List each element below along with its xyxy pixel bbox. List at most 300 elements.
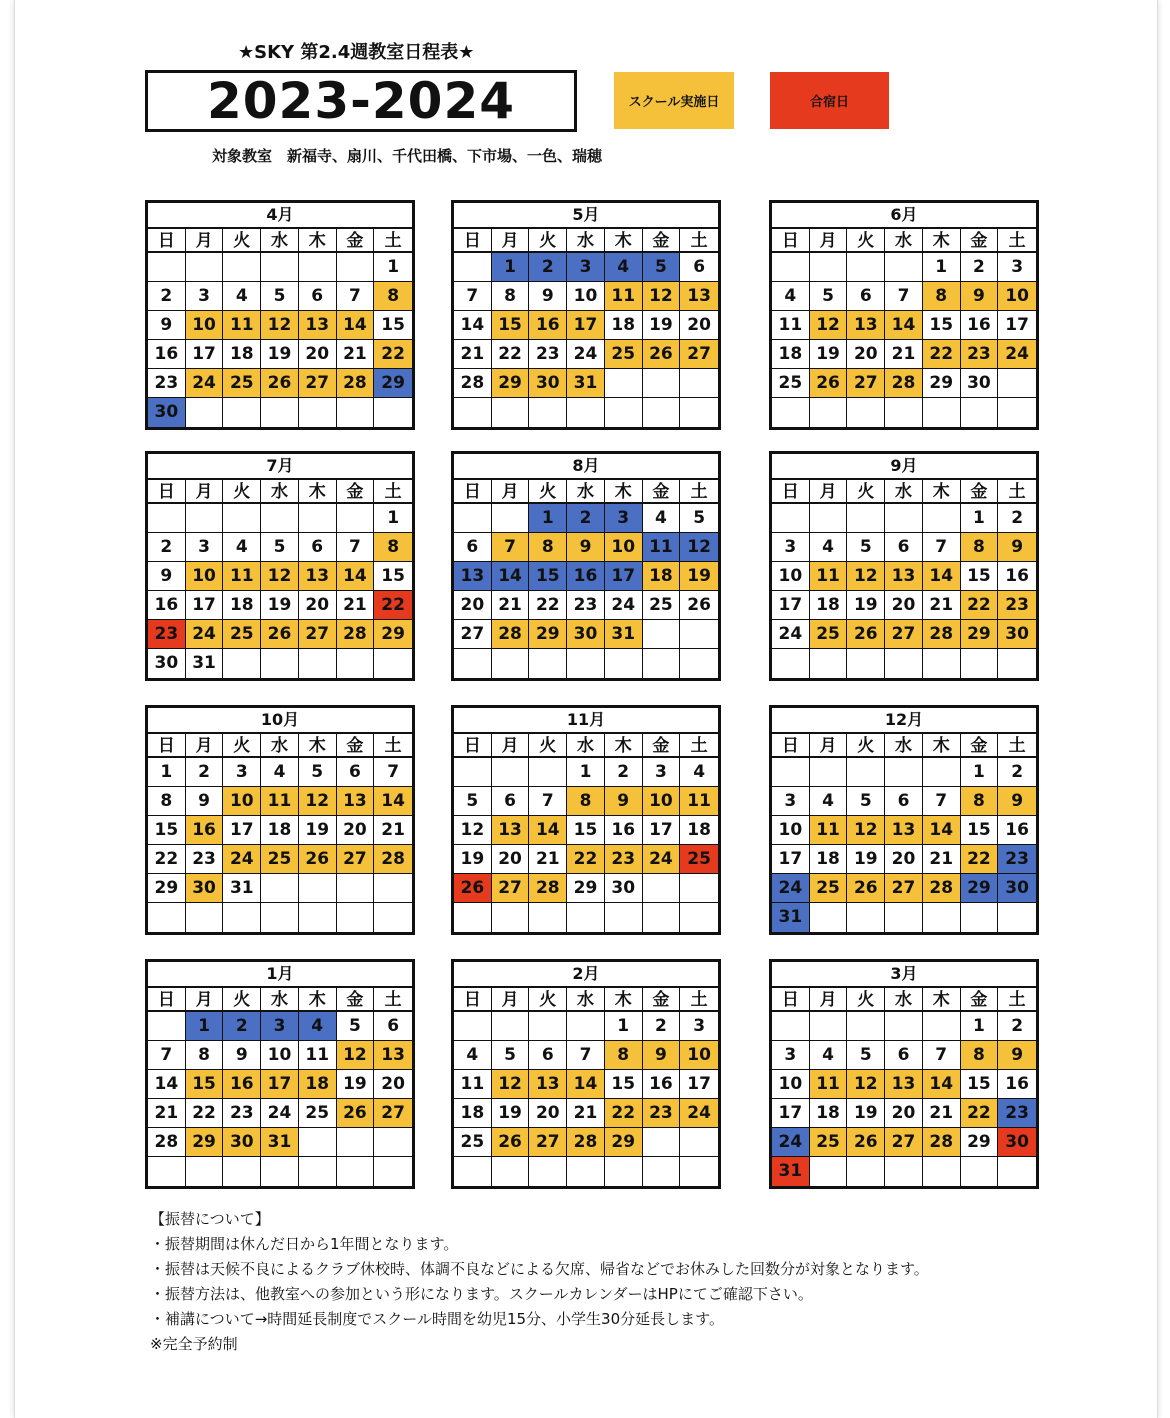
- empty-cell: [529, 398, 567, 427]
- day-cell: 21: [567, 1099, 605, 1128]
- day-cell: 3: [772, 1041, 810, 1070]
- empty-cell: [454, 253, 492, 282]
- empty-cell: [374, 874, 412, 903]
- month-title: 4月: [148, 203, 412, 229]
- day-cell: 3: [643, 758, 681, 787]
- weekday-header: 水: [261, 988, 299, 1012]
- day-cell: 15: [961, 816, 999, 845]
- day-cell: 30: [529, 369, 567, 398]
- day-cell: 22: [529, 591, 567, 620]
- empty-cell: [492, 1012, 530, 1041]
- empty-cell: [847, 649, 885, 678]
- day-cell: 21: [374, 816, 412, 845]
- day-cell: 19: [337, 1070, 375, 1099]
- empty-cell: [223, 398, 261, 427]
- day-cell: 3: [261, 1012, 299, 1041]
- day-cell: 7: [337, 282, 375, 311]
- day-cell: 17: [772, 845, 810, 874]
- day-cell: 27: [454, 620, 492, 649]
- day-cell: 27: [374, 1099, 412, 1128]
- empty-cell: [847, 758, 885, 787]
- day-cell: 5: [847, 533, 885, 562]
- day-cell: 29: [492, 369, 530, 398]
- day-cell: 21: [529, 845, 567, 874]
- empty-cell: [923, 758, 961, 787]
- day-cell: 11: [810, 562, 848, 591]
- day-cell: 22: [923, 340, 961, 369]
- month-grid: [454, 480, 718, 678]
- day-cell: 22: [374, 340, 412, 369]
- day-cell: 18: [680, 816, 718, 845]
- weekday-header: 土: [374, 988, 412, 1012]
- day-cell: 19: [810, 340, 848, 369]
- empty-cell: [299, 504, 337, 533]
- day-cell: 1: [374, 253, 412, 282]
- empty-cell: [299, 903, 337, 932]
- month-title: 2月: [454, 962, 718, 988]
- notes-line: ※完全予約制: [150, 1335, 238, 1353]
- empty-cell: [680, 903, 718, 932]
- day-cell: 2: [605, 758, 643, 787]
- day-cell: 11: [810, 1070, 848, 1099]
- day-cell: 26: [337, 1099, 375, 1128]
- day-cell: 22: [148, 845, 186, 874]
- day-cell: 29: [961, 874, 999, 903]
- month-title: 8月: [454, 454, 718, 480]
- day-cell: 11: [772, 311, 810, 340]
- day-cell: 28: [337, 369, 375, 398]
- day-cell: 7: [454, 282, 492, 311]
- day-cell: 14: [529, 816, 567, 845]
- weekday-header: 火: [529, 480, 567, 504]
- empty-cell: [998, 649, 1036, 678]
- day-cell: 14: [923, 1070, 961, 1099]
- day-cell: 20: [529, 1099, 567, 1128]
- weekday-header: 月: [810, 988, 848, 1012]
- day-cell: 4: [680, 758, 718, 787]
- weekday-header: 日: [148, 480, 186, 504]
- day-cell: 23: [148, 620, 186, 649]
- day-cell: 27: [529, 1128, 567, 1157]
- day-cell: 20: [847, 340, 885, 369]
- day-cell: 9: [643, 1041, 681, 1070]
- day-cell: 27: [299, 369, 337, 398]
- day-cell: 15: [961, 562, 999, 591]
- day-cell: 3: [186, 533, 224, 562]
- day-cell: 28: [374, 845, 412, 874]
- empty-cell: [923, 1012, 961, 1041]
- day-cell: 16: [998, 816, 1036, 845]
- day-cell: 3: [680, 1012, 718, 1041]
- empty-cell: [847, 253, 885, 282]
- notes-line: ・振替は天候不良によるクラブ休校時、体調不良などによる欠席、帰省などでお休みした回数分が対象となります。: [150, 1260, 929, 1278]
- weekday-header: 水: [567, 229, 605, 253]
- month-grid: [772, 480, 1036, 678]
- weekday-header: 金: [337, 988, 375, 1012]
- day-cell: 4: [223, 282, 261, 311]
- day-cell: 29: [374, 620, 412, 649]
- day-cell: 17: [261, 1070, 299, 1099]
- day-cell: 8: [186, 1041, 224, 1070]
- day-cell: 30: [998, 1128, 1036, 1157]
- day-cell: 1: [374, 504, 412, 533]
- notes-line: ・補講について→時間延長制度でスクール時間を幼児15分、小学生30分延長します。: [150, 1310, 724, 1328]
- weekday-header: 木: [923, 229, 961, 253]
- day-cell: 8: [374, 282, 412, 311]
- month-grid: [148, 988, 412, 1186]
- day-cell: 30: [998, 620, 1036, 649]
- day-cell: 16: [148, 591, 186, 620]
- weekday-header: 水: [885, 988, 923, 1012]
- day-cell: 3: [998, 253, 1036, 282]
- day-cell: 1: [961, 1012, 999, 1041]
- weekday-header: 木: [605, 480, 643, 504]
- month-title: 5月: [454, 203, 718, 229]
- day-cell: 8: [961, 787, 999, 816]
- day-cell: 10: [772, 1070, 810, 1099]
- day-cell: 3: [605, 504, 643, 533]
- weekday-header: 土: [680, 734, 718, 758]
- year-range-box: 2023-2024: [145, 70, 577, 132]
- weekday-header: 金: [961, 480, 999, 504]
- day-cell: 8: [923, 282, 961, 311]
- weekday-header: 土: [374, 229, 412, 253]
- weekday-header: 火: [529, 988, 567, 1012]
- weekday-header: 火: [223, 480, 261, 504]
- legend-school-day: スクール実施日: [614, 72, 734, 129]
- weekday-header: 日: [148, 229, 186, 253]
- day-cell: 12: [261, 311, 299, 340]
- day-cell: 21: [337, 340, 375, 369]
- day-cell: 29: [186, 1128, 224, 1157]
- empty-cell: [529, 903, 567, 932]
- day-cell: 28: [454, 369, 492, 398]
- weekday-header: 土: [374, 734, 412, 758]
- weekday-header: 日: [148, 988, 186, 1012]
- empty-cell: [885, 1012, 923, 1041]
- day-cell: 24: [186, 369, 224, 398]
- empty-cell: [261, 398, 299, 427]
- empty-cell: [148, 1012, 186, 1041]
- empty-cell: [337, 504, 375, 533]
- day-cell: 22: [961, 845, 999, 874]
- month-grid: [772, 229, 1036, 427]
- day-cell: 2: [529, 253, 567, 282]
- weekday-header: 木: [299, 988, 337, 1012]
- day-cell: 4: [810, 533, 848, 562]
- empty-cell: [605, 1157, 643, 1186]
- weekday-header: 火: [223, 734, 261, 758]
- day-cell: 1: [961, 504, 999, 533]
- empty-cell: [567, 903, 605, 932]
- day-cell: 23: [223, 1099, 261, 1128]
- day-cell: 17: [772, 1099, 810, 1128]
- day-cell: 1: [492, 253, 530, 282]
- day-cell: 18: [643, 562, 681, 591]
- day-cell: 3: [772, 533, 810, 562]
- day-cell: 26: [299, 845, 337, 874]
- day-cell: 20: [299, 340, 337, 369]
- day-cell: 17: [186, 591, 224, 620]
- day-cell: 2: [223, 1012, 261, 1041]
- weekday-header: 水: [567, 480, 605, 504]
- weekday-header: 水: [261, 229, 299, 253]
- day-cell: 10: [567, 282, 605, 311]
- day-cell: 8: [961, 1041, 999, 1070]
- notes-line: ・振替期間は休んだ日から1年間となります。: [150, 1235, 459, 1253]
- day-cell: 2: [643, 1012, 681, 1041]
- day-cell: 10: [186, 562, 224, 591]
- empty-cell: [923, 903, 961, 932]
- weekday-header: 日: [454, 734, 492, 758]
- empty-cell: [885, 1157, 923, 1186]
- day-cell: 3: [186, 282, 224, 311]
- day-cell: 28: [923, 874, 961, 903]
- day-cell: 20: [680, 311, 718, 340]
- empty-cell: [961, 398, 999, 427]
- day-cell: 15: [529, 562, 567, 591]
- day-cell: 10: [223, 787, 261, 816]
- day-cell: 24: [643, 845, 681, 874]
- day-cell: 27: [680, 340, 718, 369]
- empty-cell: [923, 1157, 961, 1186]
- day-cell: 20: [885, 1099, 923, 1128]
- day-cell: 27: [299, 620, 337, 649]
- empty-cell: [810, 649, 848, 678]
- day-cell: 29: [529, 620, 567, 649]
- weekday-header: 土: [998, 734, 1036, 758]
- empty-cell: [186, 398, 224, 427]
- weekday-header: 日: [772, 480, 810, 504]
- weekday-header: 日: [454, 480, 492, 504]
- day-cell: 7: [885, 282, 923, 311]
- day-cell: 9: [605, 787, 643, 816]
- day-cell: 14: [567, 1070, 605, 1099]
- empty-cell: [454, 903, 492, 932]
- day-cell: 25: [643, 591, 681, 620]
- day-cell: 8: [567, 787, 605, 816]
- empty-cell: [643, 1157, 681, 1186]
- empty-cell: [643, 903, 681, 932]
- day-cell: 22: [492, 340, 530, 369]
- day-cell: 26: [261, 620, 299, 649]
- day-cell: 15: [961, 1070, 999, 1099]
- empty-cell: [847, 504, 885, 533]
- empty-cell: [529, 649, 567, 678]
- day-cell: 28: [923, 1128, 961, 1157]
- empty-cell: [299, 1128, 337, 1157]
- day-cell: 19: [643, 311, 681, 340]
- empty-cell: [454, 1157, 492, 1186]
- empty-cell: [374, 398, 412, 427]
- day-cell: 2: [186, 758, 224, 787]
- weekday-header: 金: [961, 988, 999, 1012]
- day-cell: 25: [223, 620, 261, 649]
- empty-cell: [961, 903, 999, 932]
- weekday-header: 月: [492, 229, 530, 253]
- day-cell: 12: [680, 533, 718, 562]
- day-cell: 19: [261, 340, 299, 369]
- day-cell: 5: [643, 253, 681, 282]
- empty-cell: [454, 758, 492, 787]
- empty-cell: [885, 253, 923, 282]
- month-grid: [454, 734, 718, 932]
- month-calendar: [769, 200, 1039, 430]
- month-title: 1月: [148, 962, 412, 988]
- day-cell: 5: [261, 282, 299, 311]
- day-cell: 23: [998, 1099, 1036, 1128]
- day-cell: 23: [529, 340, 567, 369]
- day-cell: 9: [998, 533, 1036, 562]
- weekday-header: 日: [772, 734, 810, 758]
- day-cell: 22: [186, 1099, 224, 1128]
- day-cell: 13: [680, 282, 718, 311]
- day-cell: 24: [223, 845, 261, 874]
- day-cell: 5: [680, 504, 718, 533]
- day-cell: 16: [148, 340, 186, 369]
- month-calendar: [451, 705, 721, 935]
- day-cell: 26: [643, 340, 681, 369]
- day-cell: 8: [529, 533, 567, 562]
- day-cell: 5: [810, 282, 848, 311]
- day-cell: 26: [680, 591, 718, 620]
- notes-section: [150, 1207, 929, 1357]
- day-cell: 16: [567, 562, 605, 591]
- day-cell: 16: [643, 1070, 681, 1099]
- empty-cell: [492, 649, 530, 678]
- day-cell: 18: [810, 591, 848, 620]
- day-cell: 19: [261, 591, 299, 620]
- day-cell: 12: [337, 1041, 375, 1070]
- day-cell: 5: [847, 787, 885, 816]
- day-cell: 27: [337, 845, 375, 874]
- day-cell: 13: [454, 562, 492, 591]
- day-cell: 28: [923, 620, 961, 649]
- day-cell: 20: [492, 845, 530, 874]
- empty-cell: [492, 903, 530, 932]
- month-calendar: [769, 451, 1039, 681]
- weekday-header: 土: [680, 988, 718, 1012]
- empty-cell: [680, 874, 718, 903]
- month-calendar: [145, 705, 415, 935]
- empty-cell: [148, 253, 186, 282]
- weekday-header: 土: [680, 480, 718, 504]
- day-cell: 12: [261, 562, 299, 591]
- day-cell: 2: [148, 282, 186, 311]
- month-title: 6月: [772, 203, 1036, 229]
- day-cell: 13: [299, 562, 337, 591]
- weekday-header: 水: [261, 480, 299, 504]
- empty-cell: [772, 758, 810, 787]
- empty-cell: [186, 903, 224, 932]
- day-cell: 29: [961, 620, 999, 649]
- day-cell: 8: [492, 282, 530, 311]
- day-cell: 24: [772, 620, 810, 649]
- weekday-header: 土: [998, 988, 1036, 1012]
- day-cell: 19: [680, 562, 718, 591]
- day-cell: 17: [567, 311, 605, 340]
- empty-cell: [680, 620, 718, 649]
- empty-cell: [223, 253, 261, 282]
- day-cell: 6: [885, 787, 923, 816]
- day-cell: 23: [605, 845, 643, 874]
- day-cell: 5: [337, 1012, 375, 1041]
- day-cell: 26: [261, 369, 299, 398]
- day-cell: 23: [998, 591, 1036, 620]
- empty-cell: [680, 1157, 718, 1186]
- empty-cell: [148, 504, 186, 533]
- day-cell: 4: [223, 533, 261, 562]
- day-cell: 9: [961, 282, 999, 311]
- empty-cell: [567, 1012, 605, 1041]
- day-cell: 5: [847, 1041, 885, 1070]
- day-cell: 24: [567, 340, 605, 369]
- empty-cell: [885, 758, 923, 787]
- day-cell: 16: [998, 1070, 1036, 1099]
- empty-cell: [998, 1157, 1036, 1186]
- day-cell: 2: [567, 504, 605, 533]
- weekday-header: 木: [605, 229, 643, 253]
- empty-cell: [337, 398, 375, 427]
- month-title: 10月: [148, 708, 412, 734]
- day-cell: 23: [961, 340, 999, 369]
- weekday-header: 土: [998, 229, 1036, 253]
- weekday-header: 火: [847, 229, 885, 253]
- day-cell: 28: [567, 1128, 605, 1157]
- empty-cell: [374, 1157, 412, 1186]
- empty-cell: [772, 1012, 810, 1041]
- day-cell: 19: [847, 591, 885, 620]
- day-cell: 19: [847, 845, 885, 874]
- day-cell: 31: [186, 649, 224, 678]
- day-cell: 1: [923, 253, 961, 282]
- empty-cell: [148, 903, 186, 932]
- day-cell: 27: [492, 874, 530, 903]
- weekday-header: 火: [847, 480, 885, 504]
- day-cell: 18: [261, 816, 299, 845]
- day-cell: 8: [374, 533, 412, 562]
- day-cell: 17: [680, 1070, 718, 1099]
- day-cell: 1: [148, 758, 186, 787]
- day-cell: 26: [810, 369, 848, 398]
- empty-cell: [961, 649, 999, 678]
- day-cell: 7: [923, 787, 961, 816]
- day-cell: 31: [605, 620, 643, 649]
- day-cell: 5: [492, 1041, 530, 1070]
- month-title: 7月: [148, 454, 412, 480]
- empty-cell: [998, 903, 1036, 932]
- day-cell: 14: [454, 311, 492, 340]
- empty-cell: [223, 504, 261, 533]
- day-cell: 20: [337, 816, 375, 845]
- day-cell: 7: [567, 1041, 605, 1070]
- day-cell: 14: [337, 562, 375, 591]
- day-cell: 24: [680, 1099, 718, 1128]
- day-cell: 12: [847, 1070, 885, 1099]
- empty-cell: [643, 1128, 681, 1157]
- day-cell: 10: [998, 282, 1036, 311]
- day-cell: 27: [885, 874, 923, 903]
- day-cell: 4: [772, 282, 810, 311]
- day-cell: 6: [299, 533, 337, 562]
- day-cell: 9: [998, 787, 1036, 816]
- month-grid: [148, 734, 412, 932]
- day-cell: 4: [261, 758, 299, 787]
- day-cell: 17: [643, 816, 681, 845]
- day-cell: 8: [148, 787, 186, 816]
- page-title: ★SKY 第2.4週教室日程表★: [238, 42, 475, 63]
- empty-cell: [810, 1012, 848, 1041]
